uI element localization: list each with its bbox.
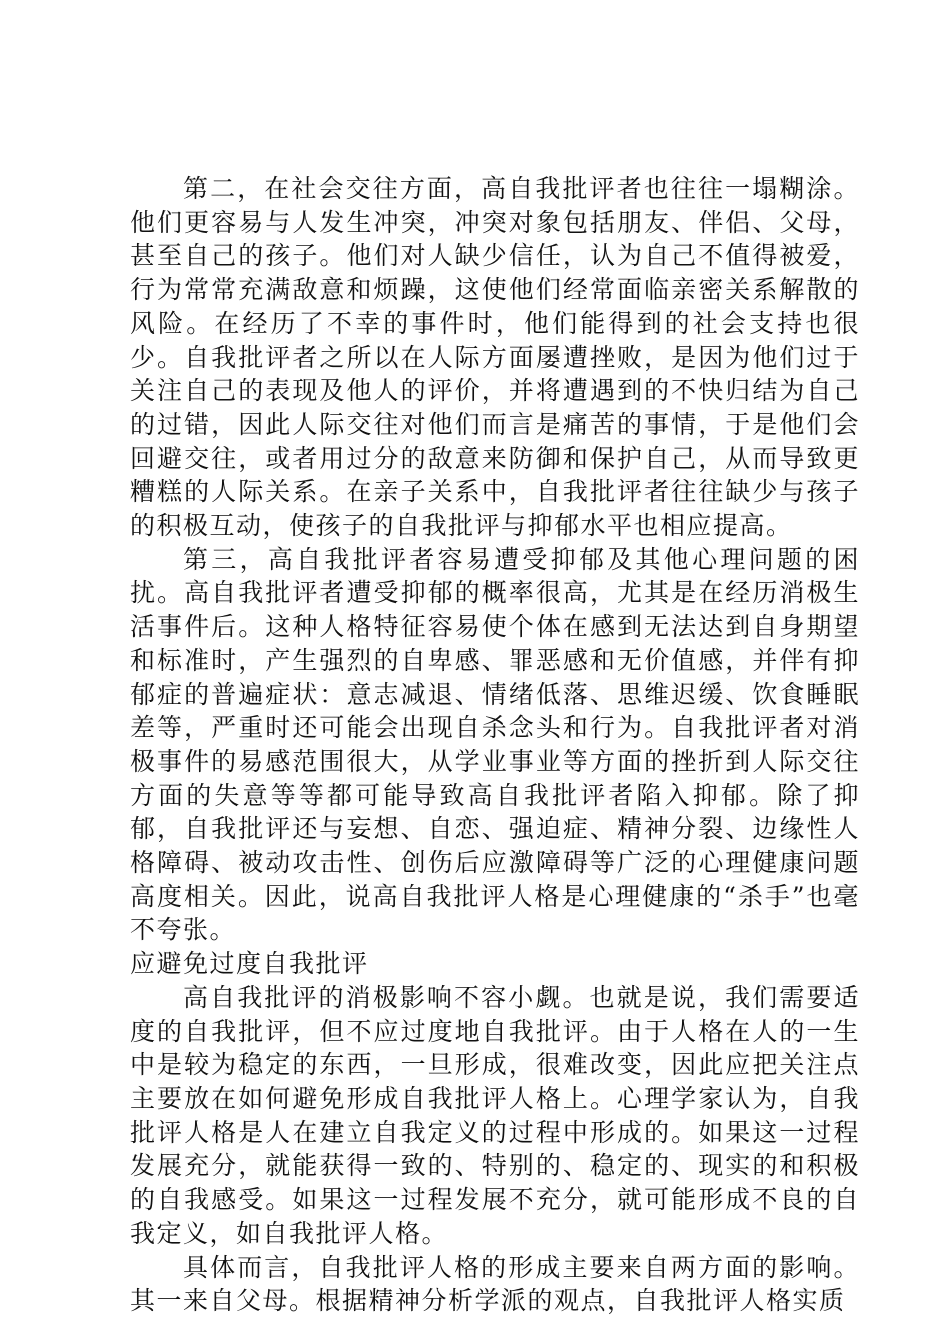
document-body bbox=[130, 172, 860, 1318]
paragraph-social-interaction: 第二，在社会交往方面，高自我批评者也往往一塌糊涂。他们更容易与人发生冲突，冲突对象包括朋友、伴侣、父母，甚至自己的孩子。他们对人缺少信任，认为自己不值得被爱，行为常常充满敌意和烦躁，这使他们经常面临亲密关系解散的风险。在经历了不幸的事件时，他们能得到的社会支持也很少。自我批评者之所以在人际方面屡遭挫败，是因为他们过于关注自己的表现及他人的评价，并将遭遇到的不快归结为自己的过错，因此人际交往对他们而言是痛苦的事情，于是他们会回避交往，或者用过分的敌意来防御和保护自己，从而导致更糟糕的人际关系。在亲子关系中，自我批评者往往缺少与孩子的积极互动，使孩子的自我批评与抑郁水平也相应提高。 bbox=[130, 174, 860, 541]
section-heading: 应避免过度自我批评 bbox=[130, 949, 369, 979]
paragraph-formation: 具体而言，自我批评人格的形成主要来自两方面的影响。其一来自父母。根据精神分析学派的观点，自我批评人格实质 bbox=[130, 1252, 860, 1316]
paragraph-depression: 第三，高自我批评者容易遭受抑郁及其他心理问题的困扰。高自我批评者遭受抑郁的概率很高，尤其是在经历消极生活事件后。这种人格特征容易使个体在感到无法达到自身期望和标准时，产生强烈的自卑感、罪恶感和无价值感，并伴有抑郁症的普遍症状：意志减退、情绪低落、思维迟缓、饮食睡眠差等，严重时还可能会出现自杀念头和行为。自我批评者对消极事件的易感范围很大，从学业事业等方面的挫折到人际交往方面的失意等等都可能导致高自我批评者陷入抑郁。除了抑郁，自我批评还与妄想、自恋、强迫症、精神分裂、边缘性人格障碍、被动攻击性、创伤后应激障碍等广泛的心理健康问题高度相关。因此，说高自我批评人格是心理健康的“杀手”也毫不夸张。 bbox=[130, 544, 860, 945]
paragraph-avoid-excess: 高自我批评的消极影响不容小觑。也就是说，我们需要适度的自我批评，但不应过度地自我批评。由于人格在人的一生中是较为稳定的东西，一旦形成，很难改变，因此应把关注点主要放在如何避免形成自我批评人格上。心理学家认为，自我批评人格是人在建立自我定义的过程中形成的。如果这一过程发展充分，就能获得一致的、特别的、稳定的、现实的和积极的自我感受。如果这一过程发展不充分，就可能形成不良的自我定义，如自我批评人格。 bbox=[130, 982, 860, 1248]
